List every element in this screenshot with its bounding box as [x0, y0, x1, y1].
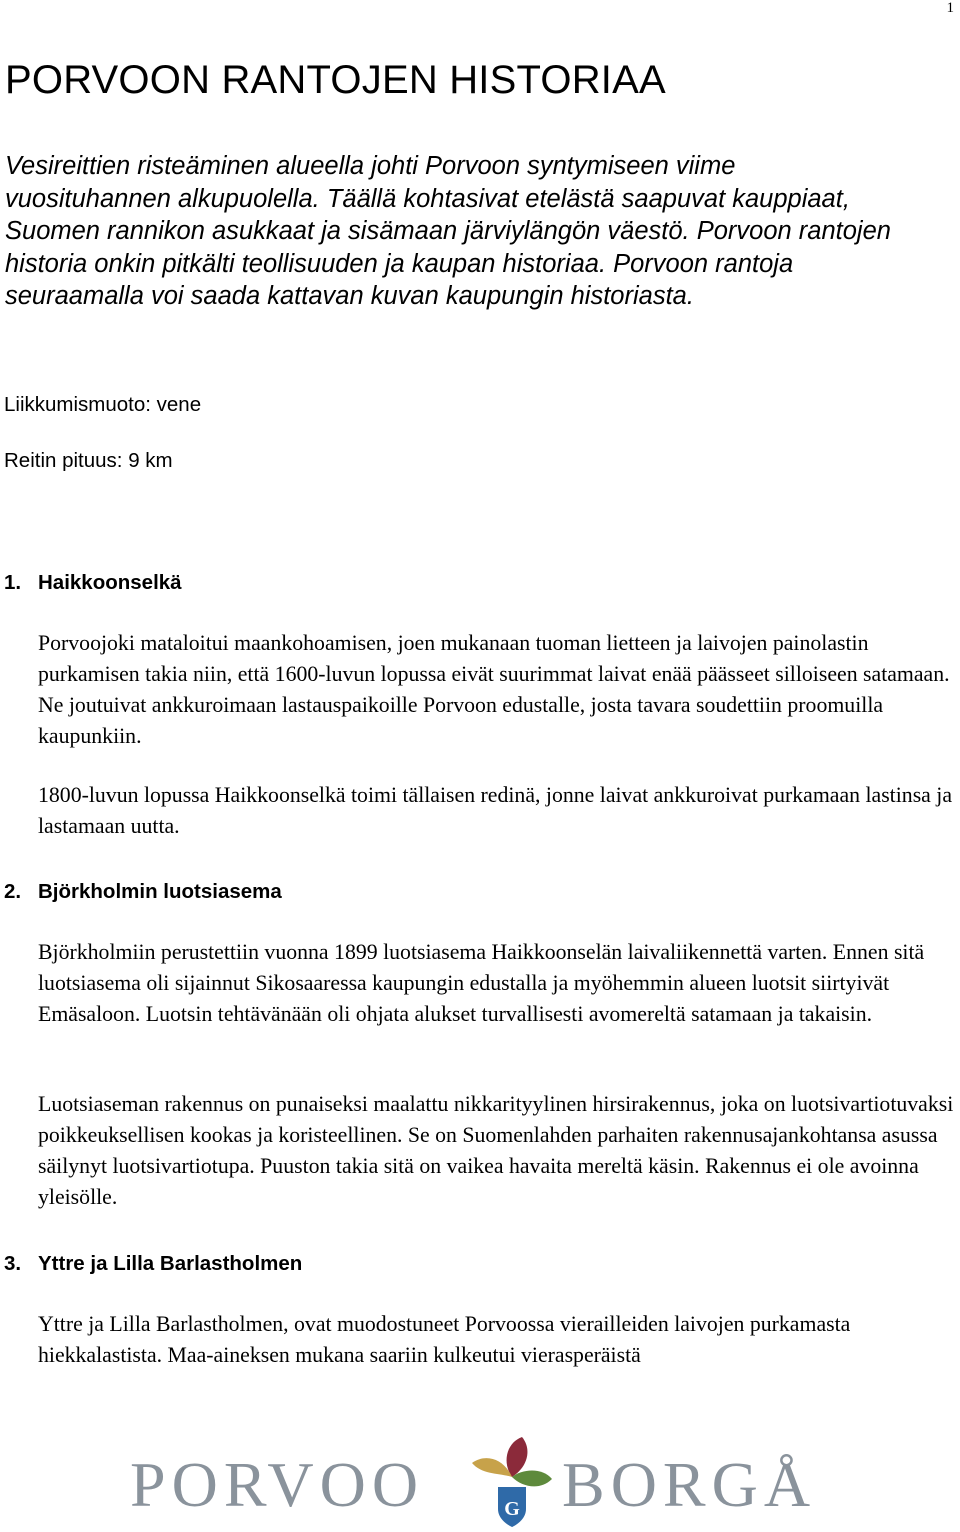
logo-text-porvoo: PORVOO	[130, 1449, 425, 1520]
logo-petal-left	[472, 1458, 512, 1477]
section-number: 2.	[4, 880, 22, 903]
section-paragraph: 1800-luvun lopussa Haikkoonselkä toimi tällaisen redinä, jonne laivat ankkuroivat purkamaan lastinsa ja lastamaan uutta.	[38, 783, 953, 838]
section-number: 1.	[4, 571, 22, 594]
intro-paragraph: Vesireittien risteäminen alueella johti Porvoon syntymiseen viime vuosituhannen alkupuolella. Täällä kohtasivat etelästä saapuvat kauppiaat, Suomen rannikon asukkaat ja sisämaan järviylängön väestö. Porvoon rantojen historia onkin pitkälti teollisuuden ja kaupan historiaa. Porvoon rantoja seuraamalla voi saada kattavan kuvan kaupungin historiasta.	[5, 152, 891, 310]
logo-emblem	[472, 1437, 552, 1527]
section-paragraph: Luotsiaseman rakennus on punaiseksi maalattu nikkarityylinen hirsirakennus, joka on luotsivartiotuvaksi poikkeuksellisen kookas ja koristeellinen. Se on Suomenlahden parhaiten rakennusajankohtansa asussa säilynyt luotsivartiotupa. Puuston takia sitä on vaikea havaita mereltä käsin. Rakennus ei ole avoinna yleisölle.	[38, 1092, 954, 1209]
section-paragraph: Porvoojoki mataloitui maankohoamisen, joen mukanaan tuoman lietteen ja laivojen painolastin purkamisen takia niin, että 1600-luvun lopussa eivät suurimmat laivat enää päässeet silloiseen satamaan. Ne joutuivat ankkuroimaan lastauspaikoille Porvoon edustalle, josta tavara soudettiin proomuilla kaupunkiin.	[38, 631, 950, 748]
page-title: PORVOON RANTOJEN HISTORIAA	[5, 58, 666, 102]
section-heading-haikkoonselka	[4, 571, 182, 595]
svg-text:G: G	[504, 1498, 520, 1520]
section-paragraph: Yttre ja Lilla Barlastholmen, ovat muodostuneet Porvoossa vierailleiden laivojen purkamasta hiekkalastista. Maa-aineksen mukana saariin kulkeutui vierasperäistä	[38, 1312, 851, 1367]
section-paragraph: Björkholmiin perustettiin vuonna 1899 luotsiasema Haikkoonselän laivaliikennettä varten. Ennen sitä luotsiasema oli sijainnut Sikosaaressa kaupungin edustalla ja myöhemmin alueen luotsit siirtyivät Emäsaloon. Luotsin tehtävänään oli ohjata alukset turvallisesti avomereltä satamaan ja takaisin.	[38, 940, 925, 1026]
logo-petal-right	[512, 1471, 552, 1487]
section-heading-bjorkholmin-luotsiasema	[4, 880, 282, 904]
porvoo-borga-logo	[130, 1432, 830, 1532]
logo-petal-top	[507, 1437, 528, 1477]
page-number: 1	[946, 0, 954, 16]
section-heading-barlastholmen	[4, 1252, 302, 1276]
route-length: Reitin pituus: 9 km	[4, 449, 173, 472]
section-title: Björkholmin luotsiasema	[38, 880, 282, 903]
section-title: Yttre ja Lilla Barlastholmen	[38, 1252, 303, 1275]
section-number: 3.	[4, 1252, 22, 1275]
travel-mode: Liikkumismuoto: vene	[4, 393, 202, 416]
logo-text-borga: BORGÅ	[562, 1449, 817, 1520]
section-title: Haikkoonselkä	[38, 571, 182, 594]
